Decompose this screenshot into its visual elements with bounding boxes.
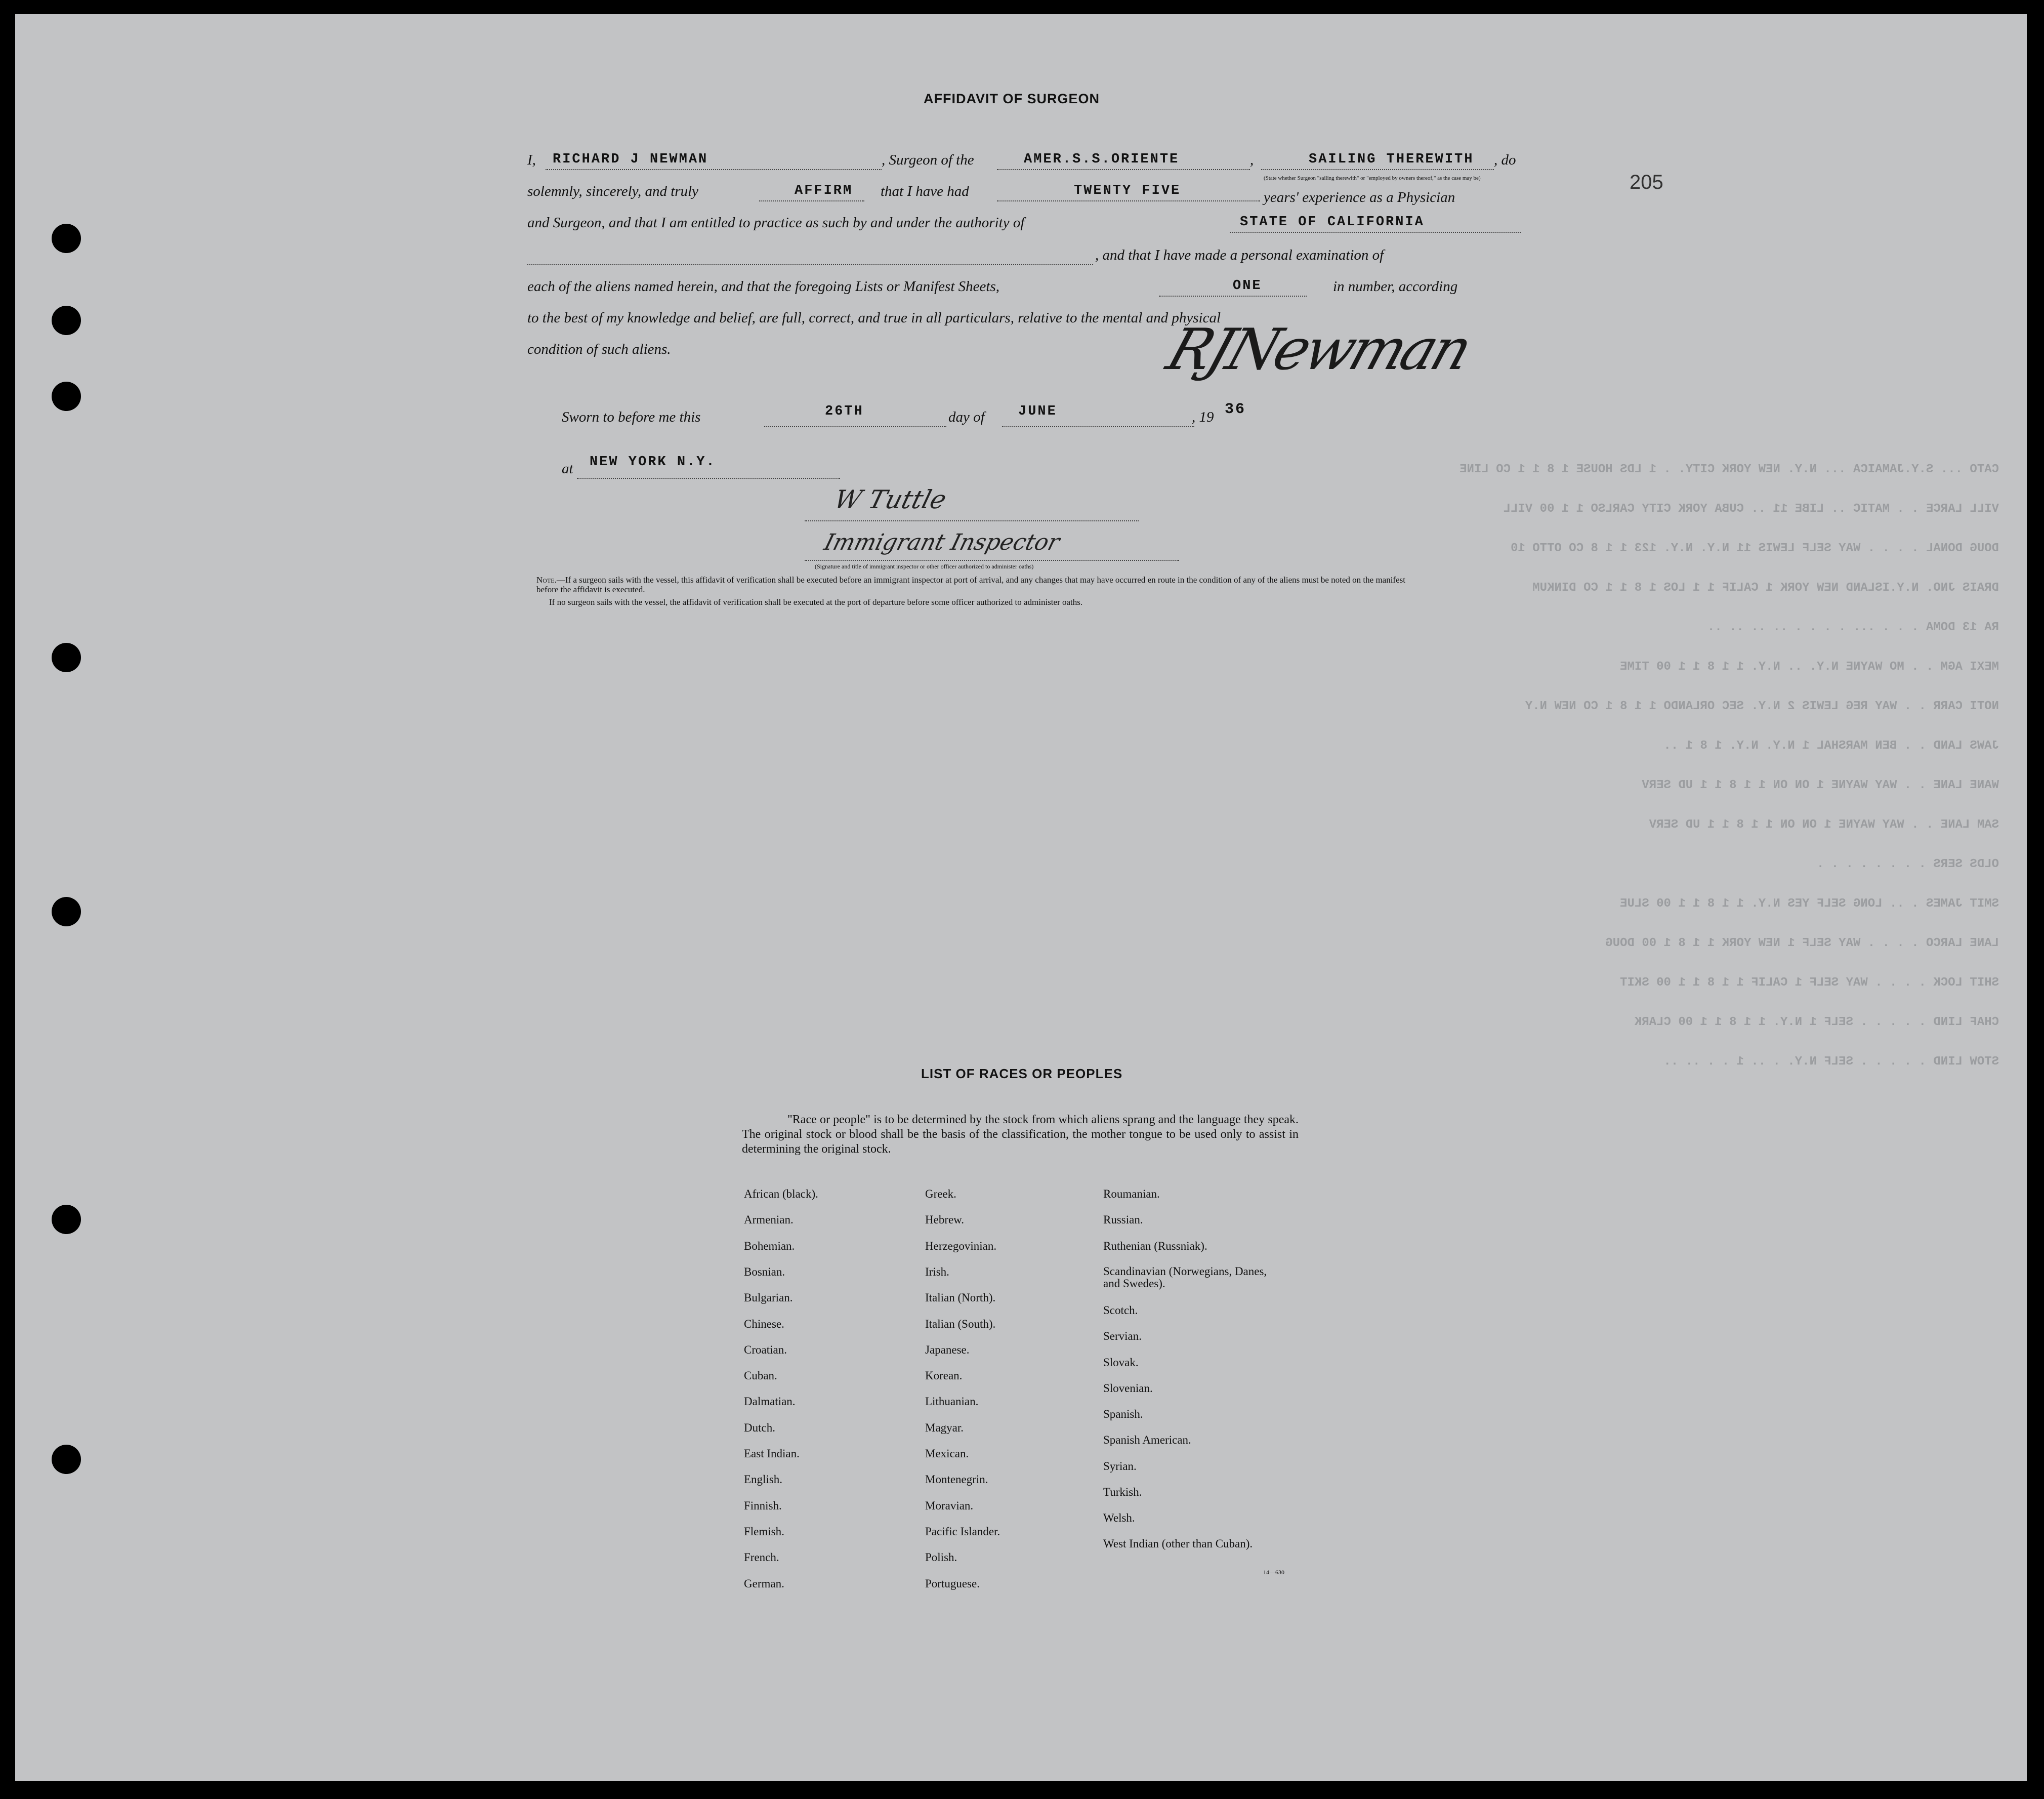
- form-number: 14—630: [1263, 1569, 1284, 1576]
- prose-and-surgeon: and Surgeon, and that I am entitled to practice as such by and under the authority of: [527, 215, 1025, 231]
- race-item: Hebrew.: [925, 1213, 965, 1226]
- race-item: Greek.: [925, 1188, 956, 1200]
- race-item: Russian.: [1103, 1213, 1143, 1226]
- note-lead: Note.: [536, 575, 557, 585]
- bleed-through-row: MEXI AGM . . MO WAYNE N.Y. .. N.Y. 1 1 8 1 1 00 TIME: [1620, 660, 1999, 674]
- race-item: Roumanian.: [1103, 1188, 1160, 1200]
- race-item: African (black).: [744, 1188, 818, 1200]
- race-item: Irish.: [925, 1265, 949, 1278]
- races-title: LIST OF RACES OR PEOPLES: [921, 1066, 1123, 1081]
- race-item: Moravian.: [925, 1499, 974, 1512]
- race-item: Armenian.: [744, 1213, 794, 1226]
- page-number: 205: [1630, 171, 1663, 193]
- binder-hole: [52, 382, 81, 411]
- binder-hole: [52, 306, 81, 335]
- race-item: Scotch.: [1103, 1303, 1138, 1317]
- race-item: Chinese.: [744, 1317, 784, 1330]
- race-item: Cuban.: [744, 1369, 777, 1382]
- surgeon-signature: RJNewman: [1159, 317, 1478, 383]
- race-item: Portuguese.: [925, 1577, 980, 1590]
- prose-years-experience: years' experience as a Physician: [1264, 189, 1455, 206]
- binder-hole: [52, 1205, 81, 1234]
- race-item: Bulgarian.: [744, 1291, 793, 1304]
- race-item: Japanese.: [925, 1343, 970, 1356]
- prose-to-the-best: to the best of my knowledge and belief, are full, correct, and true in all particulars, relative to the mental and physical: [527, 310, 1221, 326]
- prose-surgeon-of: , Surgeon of the: [882, 152, 974, 168]
- document-page: [15, 14, 2027, 1781]
- place-value: NEW YORK N.Y.: [590, 455, 716, 470]
- signature-caption: (Signature and title of immigrant inspector or other officer authorized to administer oaths): [815, 563, 1034, 570]
- prose-condition: condition of such aliens.: [527, 341, 671, 357]
- race-item: Scandinavian (Norwegians, Danes, and Swedes).: [1103, 1264, 1267, 1290]
- day-value: 26TH: [825, 404, 864, 419]
- race-item: Servian.: [1103, 1330, 1142, 1343]
- affidavit-note-2: If no surgeon sails with the vessel, the affidavit of verification shall be executed at the port of departure before some officer authorized to administer oaths.: [549, 597, 1083, 607]
- race-item: Montenegrin.: [925, 1473, 988, 1486]
- inspector-title: Immigrant Inspector: [821, 529, 1063, 555]
- race-item: Polish.: [925, 1551, 957, 1564]
- bleed-through-row: NOTI CARR . . WAY REG LEWIS 2 N.Y. SEC ORLANDO 1 1 8 1 CO NEW N.Y: [1525, 700, 1999, 713]
- binder-hole: [52, 897, 81, 926]
- prose-each-of: each of the aliens named herein, and that the foregoing Lists or Manifest Sheets,: [527, 278, 999, 295]
- race-item: Dalmatian.: [744, 1395, 796, 1408]
- prose-and-that: , and that I have made a personal examination of: [1095, 247, 1384, 263]
- races-intro: "Race or people" is to be determined by the stock from which aliens sprang and the language they speak. The original stock or blood shall be the basis of the classification, the mother tongue to be used only to assist in determining the original stock.: [742, 1113, 1299, 1156]
- affidavit-title: AFFIDAVIT OF SURGEON: [924, 91, 1100, 106]
- authority-value: STATE OF CALIFORNIA: [1240, 215, 1425, 230]
- prose-that-i-have-had: that I have had: [881, 183, 969, 199]
- race-item: Lithuanian.: [925, 1395, 979, 1408]
- race-item: Slovenian.: [1103, 1381, 1153, 1395]
- prose-day-of: day of: [948, 409, 985, 425]
- vessel-value: AMER.S.S.ORIENTE: [1024, 152, 1180, 167]
- race-item: Finnish.: [744, 1499, 782, 1512]
- note-text: —If a surgeon sails with the vessel, this affidavit of verification shall be executed before an immigrant inspector at port of arrival, and any changes that may have occurred en route in the condition of any of the aliens must be noted on the manifest before the affidavit is executed.: [536, 575, 1405, 594]
- prose-i: I,: [527, 152, 536, 168]
- prose-sworn: Sworn to before me this: [562, 409, 701, 425]
- race-item: Magyar.: [925, 1421, 964, 1434]
- race-item: Pacific Islander.: [925, 1525, 1000, 1538]
- binder-hole: [52, 643, 81, 672]
- bleed-through-row: VILL LARCE . . MATIC .. LIBE 11 .. CUBA YORK CITY CARLSO 1 1 00 VILL: [1503, 502, 1999, 516]
- race-item: German.: [744, 1577, 784, 1590]
- race-item: Mexican.: [925, 1447, 969, 1460]
- prose-year-prefix: , 19: [1192, 409, 1214, 425]
- binder-hole: [52, 224, 81, 253]
- race-item: West Indian (other than Cuban).: [1103, 1537, 1253, 1550]
- sheets-value: ONE: [1233, 278, 1262, 294]
- bleed-through-row: WANE LANE . . WAY WAYNE 1 ON ON 1 1 8 1 1 UD SERV: [1642, 779, 1999, 792]
- race-item: Slovak.: [1103, 1356, 1139, 1369]
- bleed-through-row: SAM LANE . . WAY WAYNE 1 ON ON 1 1 8 1 1 UD SERV: [1649, 818, 1999, 832]
- bleed-through-row: LANE LARCO . . . . WAY SELF 1 NEW YORK 1 1 8 1 00 DOUG: [1605, 936, 1999, 950]
- inspector-signature: W Tuttle: [831, 485, 950, 514]
- race-item: Syrian.: [1103, 1459, 1137, 1473]
- years-value: TWENTY FIVE: [1074, 183, 1181, 198]
- race-item: Italian (South).: [925, 1317, 996, 1330]
- bleed-through-row: CATO ... S.Y.JAMAICA ... N.Y. NEW YORK CITY. . 1 LDS HOUSE 1 8 1 1 CO LINE: [1459, 463, 1999, 476]
- race-item: English.: [744, 1473, 783, 1486]
- prose-in-number: in number, according: [1333, 278, 1458, 295]
- race-item: Flemish.: [744, 1525, 784, 1538]
- bleed-through-row: STOW LIND . . . . . SELF N.Y. . .. 1 . . .. ..: [1663, 1055, 1999, 1069]
- bleed-through-row: DRAIS JNO. N.Y.ISLAND NEW YORK 1 CALIF 1 1 LOS 1 8 1 1 CO DINKUM: [1532, 581, 1999, 595]
- prose-at: at: [562, 461, 573, 477]
- bleed-through-row: SHIT LOCK . . . . WAY SELF 1 CALIF 1 1 8 1 1 00 SKIT: [1620, 976, 1999, 990]
- bleed-through-row: JAWS LAND . . BEN MARSHAL 1 N.Y. N.Y. 1 8 1 ..: [1663, 739, 1999, 753]
- race-item: French.: [744, 1551, 779, 1564]
- affidavit-note: [536, 575, 1407, 594]
- race-item: Bosnian.: [744, 1265, 785, 1278]
- bleed-through-row: SMIT JAMES . .. LONG SELF YES N.Y. 1 1 8 1 1 00 SLUE: [1620, 897, 1999, 911]
- prose-do: , do: [1494, 152, 1516, 168]
- surgeon-name-value: RICHARD J NEWMAN: [553, 152, 708, 167]
- month-value: JUNE: [1018, 404, 1057, 419]
- race-item: Turkish.: [1103, 1486, 1142, 1498]
- race-item: Dutch.: [744, 1421, 775, 1434]
- prose-comma: ,: [1250, 152, 1254, 168]
- bleed-through-row: CHAF LIND . . . . . SELF 1 N.Y. 1 1 8 1 1 00 CLARK: [1634, 1015, 1999, 1029]
- race-item: Korean.: [925, 1369, 963, 1382]
- year-value: 36: [1225, 401, 1246, 418]
- status-instruction: (State whether Surgeon "sailing therewith" or "employed by owners thereof," as the case may be): [1264, 175, 1481, 181]
- binder-hole: [52, 1445, 81, 1474]
- bleed-through-row: RA 13 DOMA . . . ... . . . . .. .. .. ..: [1707, 621, 1999, 634]
- race-item: Croatian.: [744, 1343, 787, 1356]
- race-item: Spanish.: [1103, 1408, 1143, 1421]
- race-item: East Indian.: [744, 1447, 800, 1460]
- race-item: Ruthenian (Russniak).: [1103, 1239, 1207, 1252]
- race-item: Welsh.: [1103, 1511, 1135, 1525]
- bleed-through-row: DOUG DONAL . . . . WAY SELF LEWIS 11 N.Y. N.Y. 123 1 1 8 CO OTTO 10: [1511, 542, 1999, 555]
- race-item: Herzegovinian.: [925, 1239, 997, 1252]
- bleed-through-row: OLDS SERS . . . . . . . .: [1816, 857, 1999, 871]
- affirm-value: AFFIRM: [795, 183, 853, 198]
- prose-solemnly: solemnly, sincerely, and truly: [527, 183, 699, 199]
- race-item: Spanish American.: [1103, 1434, 1191, 1447]
- status-value: SAILING THEREWITH: [1309, 152, 1474, 167]
- race-item: Italian (North).: [925, 1291, 996, 1304]
- race-item: Bohemian.: [744, 1239, 795, 1252]
